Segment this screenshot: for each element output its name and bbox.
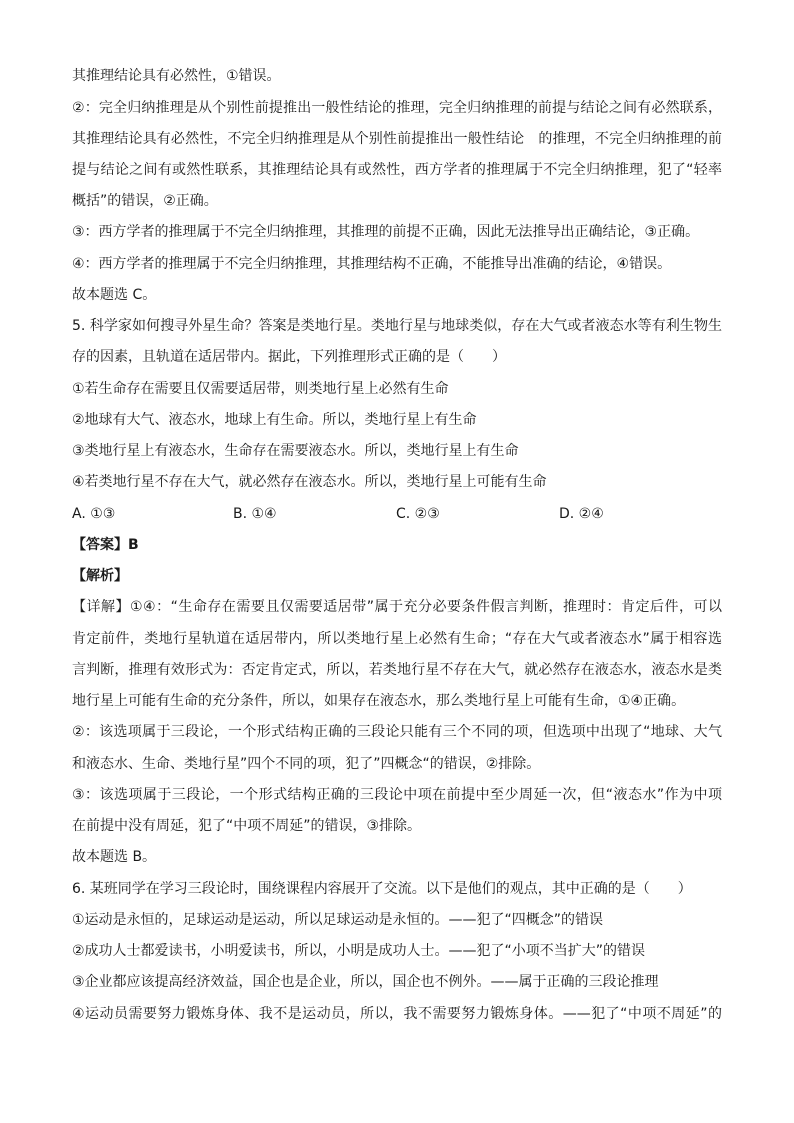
text-line: ④若类地行星不存在大气，就必然存在液态水。所以，类地行星上可能有生命 — [72, 474, 547, 490]
text-line: 提与结论之间有或然性联系，其推理结论具有或然性，西方学者的推理属于不完全归纳推理，犯了“轻率 — [72, 162, 722, 178]
text-line: ②：该选项属于三段论，一个形式结构正确的三段论只能有三个不同的项，但选项中出现了“地球、大气 — [72, 724, 722, 740]
text-line: 6. 某班同学在学习三段论时，围绕课程内容展开了交流。以下是他们的观点，其中正确的是（ ） — [72, 881, 692, 897]
text-line: 存的因素，且轨道在适居带内。据此，下列推理形式正确的是（ ） — [72, 349, 506, 365]
text-line: ③：该选项属于三段论，一个形式结构正确的三段论中项在前提中至少周延一次，但“液态水”作为中项 — [72, 787, 722, 803]
text-line: 故本题选 C。 — [72, 287, 157, 303]
text-line: 【答案】B — [72, 537, 139, 553]
text-line: 故本题选 B。 — [72, 849, 157, 865]
text-line: 【详解】①④：“生命存在需要且仅需要适居带”属于充分必要条件假言判断，推理时：肯定后件，可以 — [72, 599, 722, 615]
text-line: ②地球有大气、液态水，地球上有生命。所以，类地行星上有生命 — [72, 412, 477, 428]
answer-option: C. ②③ — [396, 506, 440, 522]
text-line: ③企业都应该提高经济效益，国企也是企业，所以，国企也不例外。——属于正确的三段论推理 — [72, 974, 659, 990]
text-line: 和液态水、生命、类地行星”四个不同的项，犯了”四概念“的错误，②排除。 — [72, 756, 541, 772]
text-line: 5. 科学家如何搜寻外星生命？答案是类地行星。类地行星与地球类似，存在大气或者液态水等有利生物生 — [72, 318, 722, 334]
answer-option: D. ②④ — [559, 506, 604, 522]
answer-option: B. ①④ — [233, 506, 277, 522]
text-line: ①运动是永恒的，足球运动是运动，所以足球运动是永恒的。——犯了“四概念”的错误 — [72, 912, 604, 928]
text-line: 其推理结论具有必然性，不完全归纳推理是从个别性前提推出一般性结论 的推理，不完全归纳推理的前 — [72, 131, 722, 147]
answer-option: A. ①③ — [72, 506, 116, 522]
text-line: 在前提中没有周延，犯了“中项不周延”的错误，③排除。 — [72, 818, 422, 834]
text-line: ①若生命存在需要且仅需要适居带，则类地行星上必然有生命 — [72, 381, 449, 397]
text-line: ③类地行星上有液态水，生命存在需要液态水。所以，类地行星上有生命 — [72, 443, 519, 459]
text-line: 言判断，推理有效形式为：否定肯定式，所以，若类地行星不存在大气，就必然存在液态水，液态水是类 — [72, 662, 722, 678]
text-line: ②成功人士都爱读书，小明爱读书，所以，小明是成功人士。——犯了“小项不当扩大”的错误 — [72, 943, 646, 959]
text-line: ③：西方学者的推理属于不完全归纳推理，其推理的前提不正确，因此无法推导出正确结论，③正确。 — [72, 224, 700, 240]
text-line: ②：完全归纳推理是从个别性前提推出一般性结论的推理，完全归纳推理的前提与结论之间有必然联系， — [72, 100, 722, 116]
text-line: 肯定前件，类地行星轨道在适居带内，所以类地行星上必然有生命；“存在大气或者液态水”属于相容选 — [72, 631, 722, 647]
text-line: 其推理结论具有必然性，①错误。 — [72, 68, 281, 84]
text-line: 地行星上可能有生命的充分条件，所以，如果存在液态水，那么类地行星上可能有生命，①④正确。 — [72, 693, 686, 709]
text-line: 【解析】 — [72, 568, 128, 584]
text-line: ④运动员需要努力锻炼身体、我不是运动员，所以，我不需要努力锻炼身体。——犯了“中项不周延”的 — [72, 1006, 722, 1022]
text-line: 概括”的错误，②正确。 — [72, 193, 218, 209]
text-line: ④：西方学者的推理属于不完全归纳推理，其推理结构不正确，不能推导出准确的结论，④错误。 — [72, 256, 672, 272]
